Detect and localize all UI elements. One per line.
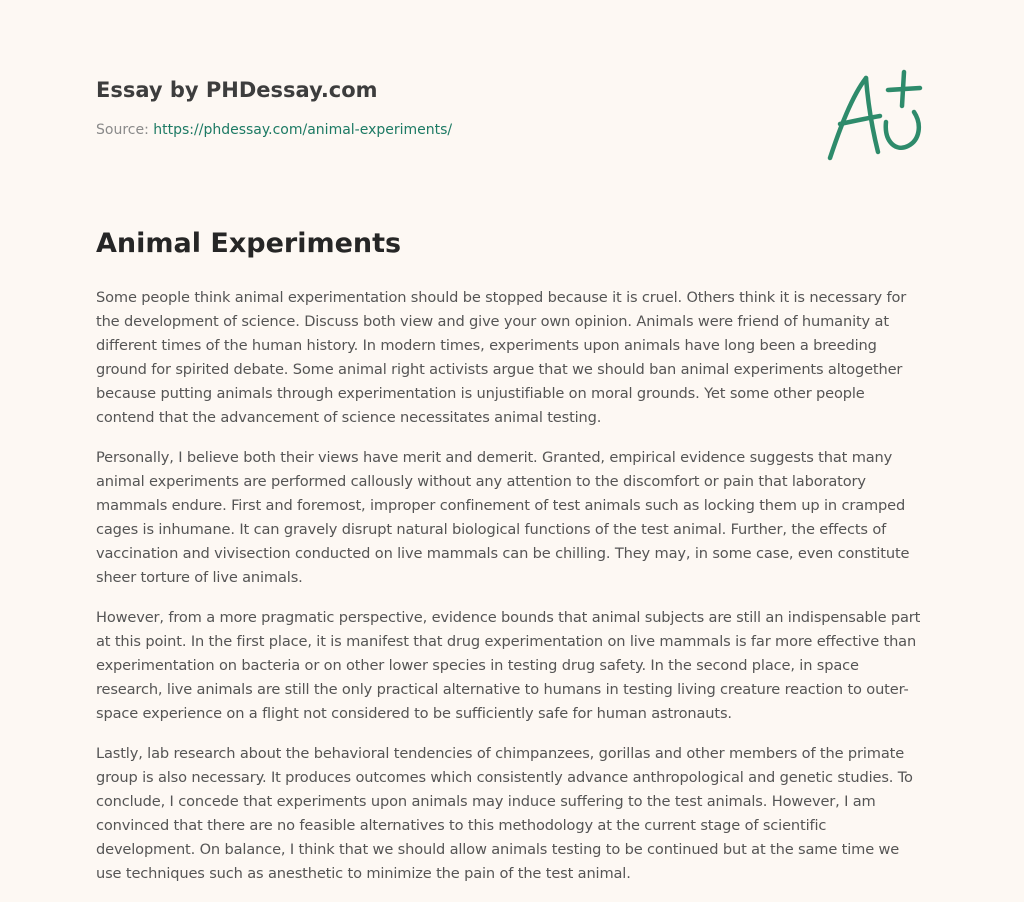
- source-label: Source:: [96, 122, 149, 138]
- source-link[interactable]: https://phdessay.com/animal-experiments/: [153, 122, 453, 138]
- source-line: [96, 120, 696, 140]
- essay-paragraph: Some people think animal experimentation should be stopped because it is cruel. Others think it is necessary for the development of science. Discuss both view and give your own opinion. Animals were friend of humanity at different times of the human history. In modern times, experiments upon animals have long been a breeding ground for spirited debate. Some animal right activists argue that we should ban animal experiments altogether because putting animals through experimentation is unjustifiable on moral grounds. Yet some other people contend that the advancement of science necessitates animal testing.: [96, 289, 907, 426]
- document-header: [96, 76, 696, 140]
- essay-paragraph: Lastly, lab research about the behavioral tendencies of chimpanzees, gorillas and other members of the primate group is also necessary. It produces outcomes which consistently advance anthropological and genetic studies. To conclude, I concede that experiments upon animals may induce suffering to the test animals. However, I am convinced that there are no feasible alternatives to this methodology at the current stage of scientific development. On balance, I think that we should allow animals testing to be continued but at the same time we use techniques such as anesthetic to minimize the pain of the test animal.: [96, 745, 913, 882]
- essay-paragraph: However, from a more pragmatic perspective, evidence bounds that animal subjects are still an indispensable part at this point. In the first place, it is manifest that drug experimentation on live mammals is far more effective than experimentation on bacteria or on other lower species in testing drug safety. In the second place, in space research, live animals are still the only practical alternative to humans in testing living creature reaction to outer-space experience on a flight not considered to be sufficiently safe for human astronauts.: [96, 609, 921, 722]
- a-plus-logo-icon: [822, 66, 930, 166]
- essay-title: Animal Experiments: [96, 228, 402, 259]
- site-title: Essay by PHDessay.com: [96, 78, 378, 102]
- essay-paragraph: Personally, I believe both their views have merit and demerit. Granted, empirical evidence suggests that many animal experiments are performed callously without any attention to the discomfort or pain that laboratory mammals endure. First and foremost, improper confinement of test animals such as locking them up in cramped cages is inhumane. It can gravely disrupt natural biological functions of the test animal. Further, the effects of vaccination and vivisection conducted on live mammals can be chilling. They may, in some case, even constitute sheer torture of live animals.: [96, 449, 910, 586]
- essay-article: [96, 224, 926, 902]
